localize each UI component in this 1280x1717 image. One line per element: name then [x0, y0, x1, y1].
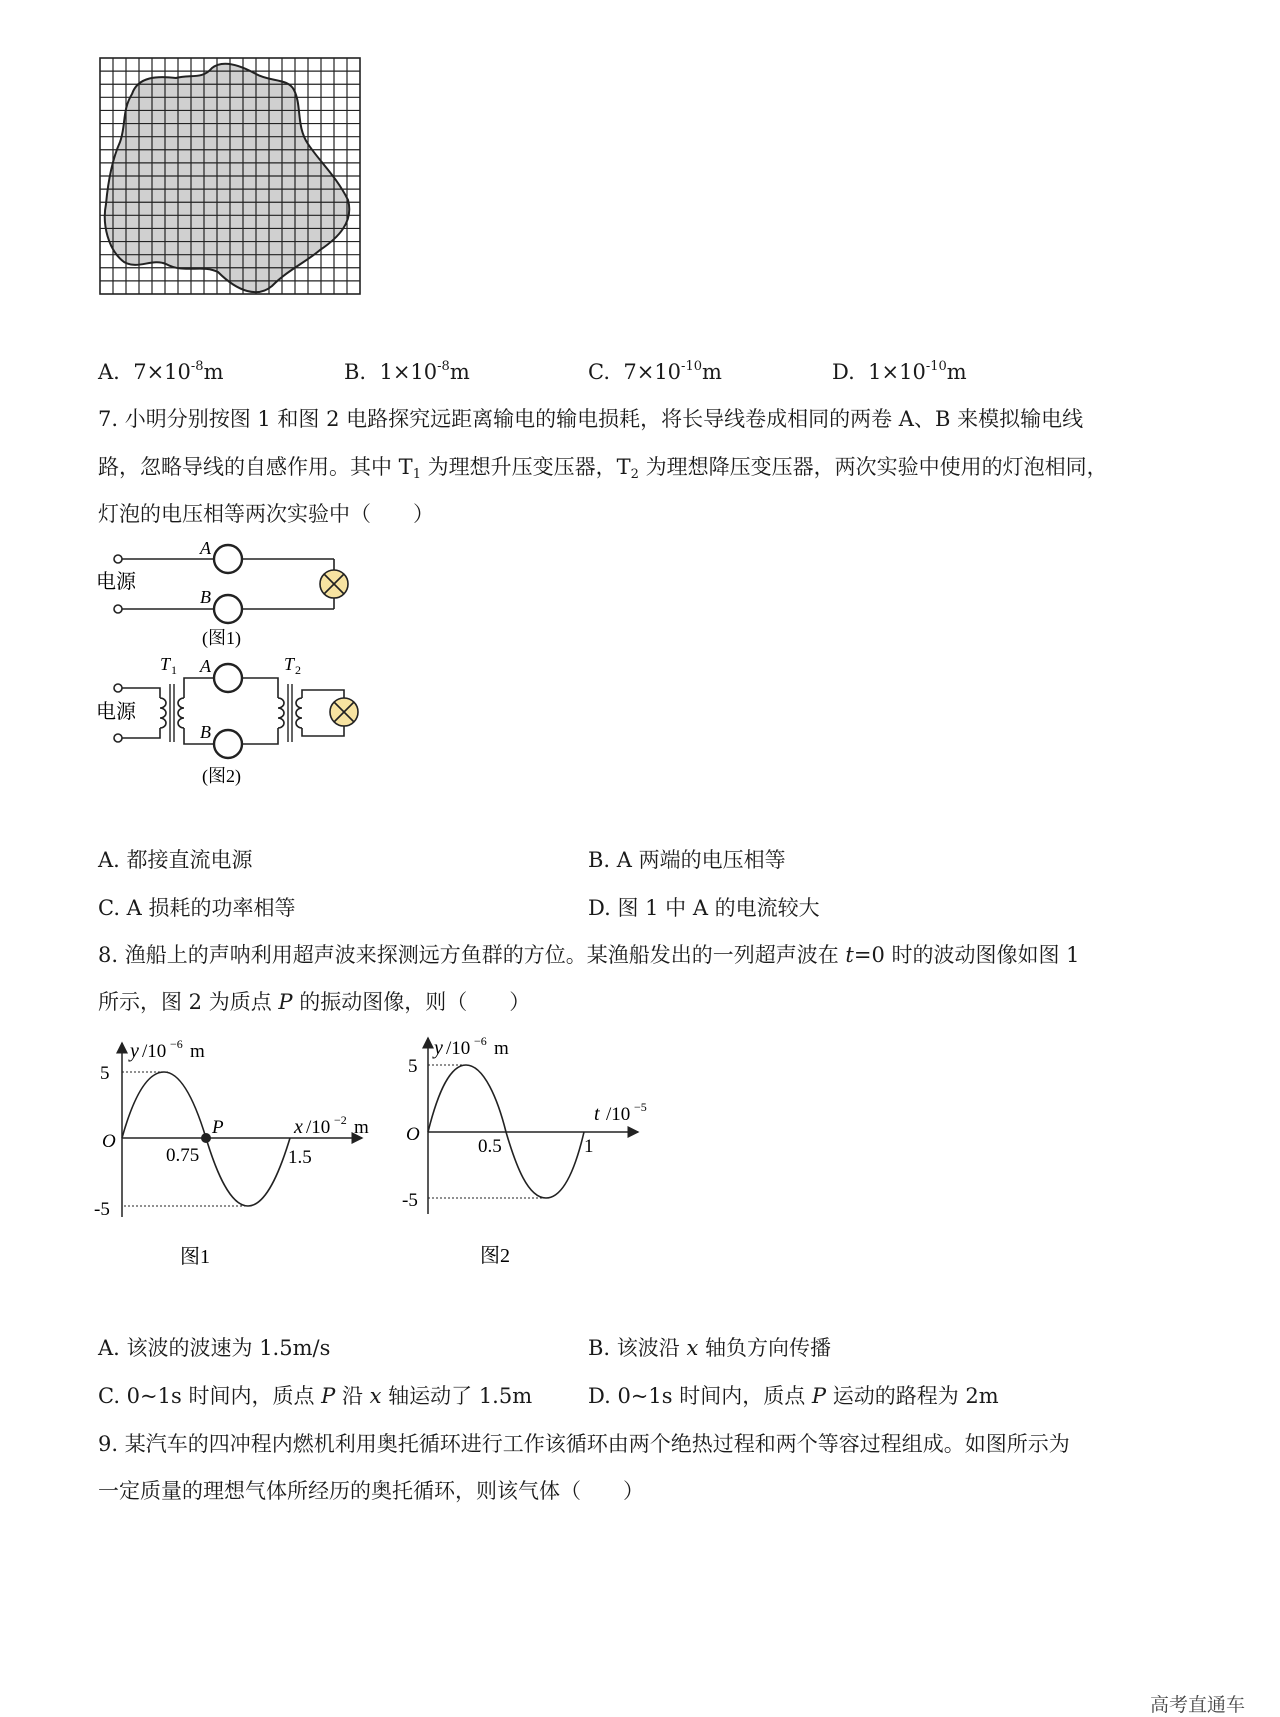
fig1-y-tick-bottom: -5 [94, 1199, 110, 1220]
q7-t2-subscript: 2 [630, 467, 639, 482]
q6-option-b-mantissa: 1×10 [379, 360, 438, 384]
coil-b-fig2 [214, 730, 242, 758]
q8-option-a[interactable]: A. 该波的波速为 1.5m/s [98, 1336, 331, 1360]
q7-stem-line2-part2: 为理想升压变压器，T [420, 455, 631, 479]
q8-stem-line2-part1: 所示，图 2 为质点 [98, 990, 279, 1014]
q6-option-c-exponent: -10 [681, 359, 702, 374]
q6-option-a-letter: A. [98, 360, 120, 384]
q8-figure2-vibration-graph [398, 1030, 668, 1275]
fig2-t1-subscript: 1 [171, 663, 177, 677]
q6-option-a-unit: m [203, 360, 224, 384]
fig2-y-tick-bottom: -5 [402, 1190, 418, 1211]
q6-option-b-exponent: -8 [437, 359, 450, 374]
q8-figure1-wave-graph [90, 1035, 390, 1275]
t1-primary-coil [160, 698, 166, 728]
fig1-y-axis-exponent: −6 [170, 1037, 183, 1051]
q8-stem-line1-part1: 8. 渔船上的声呐利用超声波来探测远方鱼群的方位。某渔船发出的一列超声波在 [98, 943, 846, 967]
q7-figure2-circuit [90, 648, 390, 796]
q6-option-d-unit: m [946, 360, 967, 384]
fig2-caption: 图2 [480, 1245, 510, 1267]
coil-b-fig1 [214, 595, 242, 623]
q8-option-c-part3: 轴运动了 1.5m [381, 1384, 533, 1408]
q8-stem-line1-part2: =0 时的波动图像如图 1 [853, 943, 1080, 967]
fig1-point-p-label: P [212, 1117, 224, 1138]
fig2-t-axis-exponent: −5 [634, 1100, 647, 1114]
q7-stem-line2-part1: 路，忽略导线的自感作用。其中 T [98, 455, 413, 479]
fig1-x-axis-m: m [354, 1117, 369, 1138]
fig1-y-axis-m: m [190, 1041, 205, 1062]
fig1-y-axis-unit: /10 [142, 1041, 167, 1062]
q8-option-c-part1: C. 0~1s 时间内，质点 [98, 1384, 322, 1408]
fig2-origin: O [406, 1124, 420, 1145]
fig1-caption: (图1) [202, 628, 241, 648]
q6-option-b-letter: B. [344, 360, 367, 384]
q6-option-a-mantissa: 7×10 [133, 360, 191, 384]
fig2-y-axis-unit: /10 [446, 1038, 471, 1059]
q8-option-d-part2: 运动的路程为 2m [826, 1384, 999, 1408]
fig2-t-tick-2: 1 [584, 1136, 594, 1157]
fig1-x-axis-exponent: −2 [334, 1113, 347, 1127]
q7-option-d[interactable]: D. 图 1 中 A 的电流较大 [588, 896, 820, 920]
q7-stem-line2 [98, 455, 1108, 482]
fig1-x-axis-unit: /10 [306, 1117, 331, 1138]
q8-option-b[interactable] [588, 1338, 831, 1359]
q7-option-c[interactable]: C. A 损耗的功率相等 [98, 896, 296, 920]
fig2-caption: (图2) [202, 766, 241, 786]
point-p-marker [201, 1133, 211, 1143]
q7-stem-line1: 7. 小明分别按图 1 和图 2 电路探究远距离输电的输电损耗，将长导线卷成相同的两卷 A、B 来模拟输电线 [98, 407, 1084, 431]
fig2-t-axis-unit: /10 [606, 1104, 631, 1125]
fig1-x-axis-symbol: x [294, 1116, 303, 1138]
fig1-label-b: B [200, 587, 211, 607]
t1-secondary-coil [178, 698, 184, 728]
terminal-bottom [114, 605, 122, 613]
q7-stem-line2-part3: 为理想降压变压器，两次实验中使用的灯泡相同， [638, 455, 1108, 479]
fig1-origin: O [102, 1131, 116, 1152]
q6-option-c[interactable] [588, 360, 722, 384]
oil-film-shape [105, 64, 349, 292]
q7-t1-subscript: 1 [412, 467, 421, 482]
q7-figure1-circuit [90, 530, 390, 660]
fig1-y-tick-top: 5 [100, 1063, 110, 1084]
q6-option-a[interactable] [98, 360, 223, 384]
coil-a-fig2 [214, 664, 242, 692]
grid-lines [100, 58, 360, 294]
q8-option-c-p: P [321, 1384, 336, 1408]
q8-option-d[interactable] [588, 1386, 999, 1407]
q7-option-a[interactable]: A. 都接直流电源 [98, 848, 253, 872]
q8-option-d-p: P [811, 1384, 827, 1408]
fig2-y-axis-m: m [494, 1038, 509, 1059]
q6-option-a-exponent: -8 [190, 359, 204, 374]
q8-option-b-part2: 轴负方向传播 [698, 1336, 831, 1360]
q6-option-b-unit: m [449, 360, 470, 384]
fig1-y-axis-symbol: y [130, 1040, 139, 1062]
q6-option-c-letter: C. [588, 360, 610, 384]
q6-option-d-mantissa: 1×10 [868, 360, 926, 384]
q8-option-b-part1: B. 该波沿 [588, 1336, 687, 1360]
q6-option-c-unit: m [701, 360, 722, 384]
fig2-source-label: 电源 [96, 701, 136, 723]
q8-p-symbol: P [278, 990, 293, 1014]
oil-film-grid-figure [98, 56, 362, 296]
q8-option-d-part1: D. 0~1s 时间内，质点 [588, 1384, 812, 1408]
fig2-t-tick-1: 0.5 [478, 1136, 502, 1157]
q6-option-b[interactable] [344, 360, 470, 384]
q8-option-b-x: x [686, 1336, 699, 1360]
coil-a-fig1 [214, 545, 242, 573]
fig2-t2-label: T [284, 654, 295, 674]
terminal-top [114, 555, 122, 563]
q8-t-symbol: t [845, 943, 854, 967]
q9-stem-line1: 9. 某汽车的四冲程内燃机利用奥托循环进行工作该循环由两个绝热过程和两个等容过程组成。如图所示为 [98, 1432, 1070, 1456]
fig2-y-tick-top: 5 [408, 1056, 418, 1077]
t2-secondary-coil [296, 698, 302, 728]
fig2-t-axis-symbol: t [594, 1103, 600, 1125]
fig2-t1-label: T [160, 654, 171, 674]
fig1-x-tick-1: 0.75 [166, 1145, 200, 1166]
fig2-label-b: B [200, 722, 211, 742]
q8-stem-line2-part2: 的振动图像，则（ ） [292, 990, 531, 1014]
fig1-caption: 图1 [180, 1246, 210, 1268]
fig1-x-tick-2: 1.5 [288, 1147, 312, 1168]
fig2-y-axis-symbol: y [434, 1037, 443, 1059]
q7-option-b[interactable]: B. A 两端的电压相等 [588, 848, 786, 872]
q8-stem-line2 [98, 992, 530, 1013]
q6-option-d-letter: D. [832, 360, 855, 384]
fig1-source-label: 电源 [96, 571, 136, 593]
q8-stem-line1 [98, 945, 1080, 966]
fig1-label-a: A [200, 538, 211, 558]
q8-option-c[interactable] [98, 1386, 532, 1407]
fig2-label-a: A [200, 656, 211, 676]
q6-option-d-exponent: -10 [925, 359, 947, 374]
q8-option-c-x: x [369, 1384, 382, 1408]
q6-option-c-mantissa: 7×10 [623, 360, 682, 384]
fig2-y-axis-exponent: −6 [474, 1034, 487, 1048]
q8-option-c-part2: 沿 [335, 1384, 370, 1408]
q7-stem-line3: 灯泡的电压相等两次实验中（ ） [98, 502, 434, 526]
fig2-t2-subscript: 2 [295, 663, 301, 677]
t2-primary-coil [278, 698, 284, 728]
watermark-text: 高考直通车 [1150, 1694, 1246, 1716]
q9-stem-line2: 一定质量的理想气体所经历的奥托循环，则该气体（ ） [98, 1479, 644, 1503]
q6-option-d[interactable] [832, 360, 967, 384]
